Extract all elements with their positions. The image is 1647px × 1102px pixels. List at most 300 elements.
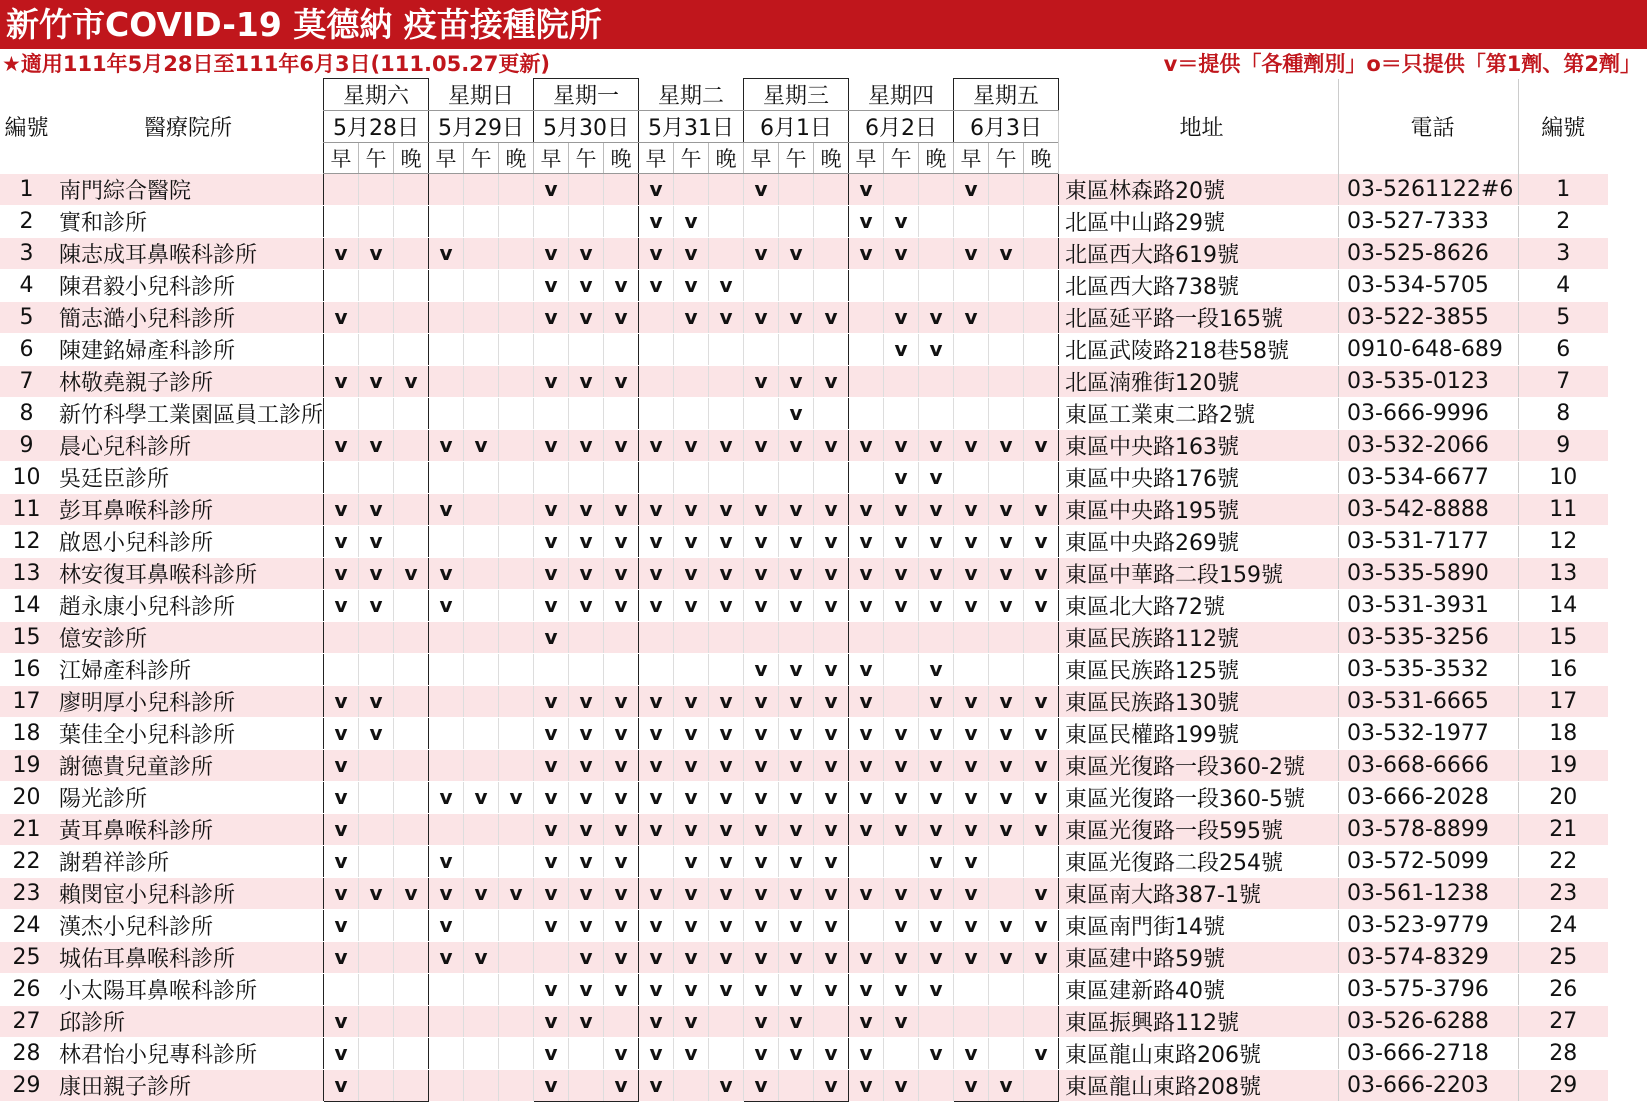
slot-mark: v xyxy=(674,909,709,941)
row-number: 19 xyxy=(0,749,53,781)
slot-mark: v xyxy=(779,877,814,909)
slot-mark: v xyxy=(884,877,919,909)
slot-mark: v xyxy=(814,525,849,557)
row-number-right: 3 xyxy=(1519,237,1608,269)
slot-mark xyxy=(639,653,674,685)
row-number: 6 xyxy=(0,333,53,365)
slot-mark xyxy=(429,301,464,333)
slot-mark xyxy=(989,333,1024,365)
slot-mark: v xyxy=(709,877,744,909)
slot-mark xyxy=(429,1069,464,1101)
slot-mark: v xyxy=(954,1037,989,1069)
clinic-phone: 03-666-9996 xyxy=(1339,397,1519,429)
clinic-name: 陳志成耳鼻喉科診所 xyxy=(53,237,324,269)
slot-mark: v xyxy=(884,525,919,557)
slot-mark: v xyxy=(674,941,709,973)
table-row xyxy=(0,877,1608,909)
slot-mark: v xyxy=(744,973,779,1005)
slot-mark: v xyxy=(814,877,849,909)
slot-mark: v xyxy=(604,493,639,525)
slot-mark xyxy=(779,174,814,206)
slot-mark: v xyxy=(639,205,674,237)
row-number: 26 xyxy=(0,973,53,1005)
clinic-phone: 03-526-6288 xyxy=(1339,1005,1519,1037)
table-row xyxy=(0,493,1608,525)
slot-mark xyxy=(639,365,674,397)
slot-mark: v xyxy=(954,174,989,206)
slot-mark: v xyxy=(359,237,394,269)
slot-mark: v xyxy=(919,589,954,621)
slot-mark: v xyxy=(814,1037,849,1069)
slot-mark: v xyxy=(604,973,639,1005)
row-number-right: 4 xyxy=(1519,269,1608,301)
slot-mark: v xyxy=(324,365,359,397)
slot-mark: v xyxy=(849,973,884,1005)
slot-mark xyxy=(464,1005,499,1037)
slot-mark xyxy=(429,333,464,365)
slot-mark: v xyxy=(919,781,954,813)
slot-mark: v xyxy=(884,333,919,365)
slot-mark: v xyxy=(919,301,954,333)
slot-mark xyxy=(394,333,429,365)
slot-mark xyxy=(359,621,394,653)
clinic-name: 實和診所 xyxy=(53,205,324,237)
slot-mark xyxy=(429,813,464,845)
slot-mark xyxy=(394,269,429,301)
slot-mark: v xyxy=(534,717,569,749)
col-header-no-right: 編號 xyxy=(1519,79,1608,174)
slot-mark: v xyxy=(674,877,709,909)
row-number-right: 21 xyxy=(1519,813,1608,845)
slot-header: 晚 xyxy=(919,143,954,174)
slot-mark: v xyxy=(919,845,954,877)
slot-mark: v xyxy=(639,1069,674,1101)
slot-mark xyxy=(639,461,674,493)
slot-mark: v xyxy=(919,461,954,493)
slot-mark xyxy=(1024,174,1059,206)
slot-mark: v xyxy=(709,717,744,749)
slot-mark: v xyxy=(954,749,989,781)
row-number: 25 xyxy=(0,941,53,973)
row-number: 8 xyxy=(0,397,53,429)
row-number-right: 22 xyxy=(1519,845,1608,877)
slot-mark: v xyxy=(709,973,744,1005)
slot-mark xyxy=(639,845,674,877)
slot-mark: v xyxy=(849,205,884,237)
slot-mark xyxy=(849,621,884,653)
slot-mark: v xyxy=(604,1037,639,1069)
slot-mark xyxy=(849,269,884,301)
day-date-header: 5月31日 xyxy=(639,111,744,143)
slot-mark: v xyxy=(849,557,884,589)
slot-mark xyxy=(429,205,464,237)
slot-mark: v xyxy=(639,429,674,461)
slot-header: 午 xyxy=(989,143,1024,174)
row-number: 23 xyxy=(0,877,53,909)
slot-mark: v xyxy=(989,717,1024,749)
slot-mark: v xyxy=(359,589,394,621)
slot-mark xyxy=(779,461,814,493)
clinic-address: 東區光復路一段360-5號 xyxy=(1059,781,1339,813)
clinic-address: 北區武陵路218巷58號 xyxy=(1059,333,1339,365)
slot-mark: v xyxy=(989,813,1024,845)
slot-mark: v xyxy=(639,1037,674,1069)
slot-mark: v xyxy=(534,525,569,557)
slot-mark: v xyxy=(814,1069,849,1101)
clinic-name: 新竹科學工業園區員工診所 xyxy=(53,397,324,429)
slot-mark: v xyxy=(709,589,744,621)
row-number-right: 2 xyxy=(1519,205,1608,237)
table-row xyxy=(0,1069,1608,1101)
clinic-phone: 03-535-0123 xyxy=(1339,365,1519,397)
slot-mark: v xyxy=(744,653,779,685)
slot-mark xyxy=(464,1037,499,1069)
row-number-right: 20 xyxy=(1519,781,1608,813)
slot-mark xyxy=(919,205,954,237)
slot-mark: v xyxy=(359,685,394,717)
slot-mark xyxy=(884,653,919,685)
row-number-right: 1 xyxy=(1519,174,1608,206)
slot-mark: v xyxy=(919,877,954,909)
clinic-address: 東區中央路195號 xyxy=(1059,493,1339,525)
slot-mark: v xyxy=(604,685,639,717)
clinic-name: 賴閔宦小兒科診所 xyxy=(53,877,324,909)
slot-mark: v xyxy=(919,813,954,845)
row-number-right: 11 xyxy=(1519,493,1608,525)
slot-mark: v xyxy=(989,749,1024,781)
clinic-address: 東區龍山東路208號 xyxy=(1059,1069,1339,1101)
slot-mark: v xyxy=(569,525,604,557)
slot-mark xyxy=(709,333,744,365)
slot-mark: v xyxy=(604,1069,639,1101)
slot-mark: v xyxy=(429,845,464,877)
slot-mark xyxy=(954,1005,989,1037)
slot-mark xyxy=(569,397,604,429)
slot-mark xyxy=(569,174,604,206)
slot-mark xyxy=(394,909,429,941)
slot-mark: v xyxy=(534,813,569,845)
slot-mark: v xyxy=(639,909,674,941)
row-number-right: 29 xyxy=(1519,1069,1608,1101)
clinic-address: 東區光復路一段595號 xyxy=(1059,813,1339,845)
slot-mark xyxy=(1024,205,1059,237)
slot-mark: v xyxy=(954,781,989,813)
slot-mark: v xyxy=(814,973,849,1005)
slot-mark: v xyxy=(814,653,849,685)
slot-mark xyxy=(849,461,884,493)
slot-header: 午 xyxy=(779,143,814,174)
slot-mark xyxy=(604,174,639,206)
slot-mark: v xyxy=(534,493,569,525)
slot-mark: v xyxy=(674,589,709,621)
slot-mark: v xyxy=(884,909,919,941)
slot-mark xyxy=(709,205,744,237)
clinic-address: 東區建中路59號 xyxy=(1059,941,1339,973)
slot-mark: v xyxy=(744,845,779,877)
slot-mark: v xyxy=(534,973,569,1005)
slot-mark: v xyxy=(674,429,709,461)
slot-mark: v xyxy=(1024,493,1059,525)
slot-mark xyxy=(604,1005,639,1037)
slot-mark: v xyxy=(604,365,639,397)
table-row xyxy=(0,365,1608,397)
row-number-right: 13 xyxy=(1519,557,1608,589)
slot-mark xyxy=(709,1037,744,1069)
slot-mark: v xyxy=(569,301,604,333)
slot-mark: v xyxy=(849,749,884,781)
row-number: 21 xyxy=(0,813,53,845)
slot-mark xyxy=(884,397,919,429)
slot-mark xyxy=(604,461,639,493)
slot-mark xyxy=(814,269,849,301)
slot-mark: v xyxy=(744,365,779,397)
slot-mark xyxy=(954,653,989,685)
slot-mark xyxy=(1024,845,1059,877)
slot-mark: v xyxy=(919,717,954,749)
slot-mark: v xyxy=(604,845,639,877)
slot-mark xyxy=(989,1037,1024,1069)
slot-mark xyxy=(359,1005,394,1037)
clinic-address: 北區西大路738號 xyxy=(1059,269,1339,301)
slot-header: 早 xyxy=(744,143,779,174)
slot-mark: v xyxy=(674,685,709,717)
slot-mark xyxy=(324,621,359,653)
slot-mark: v xyxy=(324,525,359,557)
slot-mark: v xyxy=(744,1037,779,1069)
slot-mark: v xyxy=(639,781,674,813)
slot-mark xyxy=(1024,365,1059,397)
slot-mark xyxy=(954,365,989,397)
slot-mark xyxy=(1024,1069,1059,1101)
slot-mark xyxy=(464,973,499,1005)
slot-mark: v xyxy=(324,429,359,461)
slot-mark: v xyxy=(709,429,744,461)
slot-mark xyxy=(499,813,534,845)
slot-mark xyxy=(884,1037,919,1069)
slot-mark: v xyxy=(779,749,814,781)
slot-mark xyxy=(814,333,849,365)
clinic-address: 東區林森路20號 xyxy=(1059,174,1339,206)
table-row xyxy=(0,621,1608,653)
slot-mark xyxy=(744,333,779,365)
slot-mark: v xyxy=(954,909,989,941)
slot-mark xyxy=(744,269,779,301)
row-number-right: 15 xyxy=(1519,621,1608,653)
slot-mark: v xyxy=(674,301,709,333)
slot-mark: v xyxy=(744,237,779,269)
row-number-right: 24 xyxy=(1519,909,1608,941)
slot-mark: v xyxy=(604,301,639,333)
day-date-header: 6月3日 xyxy=(954,111,1059,143)
slot-mark xyxy=(464,621,499,653)
day-weekday-header: 星期六 xyxy=(324,79,429,111)
day-weekday-header: 星期一 xyxy=(534,79,639,111)
slot-mark xyxy=(989,205,1024,237)
slot-mark: v xyxy=(849,717,884,749)
slot-mark: v xyxy=(884,813,919,845)
slot-mark: v xyxy=(709,301,744,333)
slot-mark xyxy=(359,941,394,973)
clinic-phone: 03-535-3532 xyxy=(1339,653,1519,685)
slot-mark: v xyxy=(744,557,779,589)
clinic-name: 簡志澔小兒科診所 xyxy=(53,301,324,333)
slot-mark: v xyxy=(324,237,359,269)
slot-mark xyxy=(464,365,499,397)
day-weekday-header: 星期四 xyxy=(849,79,954,111)
slot-mark: v xyxy=(709,1069,744,1101)
slot-mark xyxy=(674,621,709,653)
clinic-name: 吳廷臣診所 xyxy=(53,461,324,493)
clinic-address: 東區北大路72號 xyxy=(1059,589,1339,621)
slot-mark xyxy=(1024,333,1059,365)
clinic-address: 東區光復路二段254號 xyxy=(1059,845,1339,877)
slot-mark xyxy=(604,205,639,237)
slot-mark: v xyxy=(954,493,989,525)
slot-mark: v xyxy=(779,845,814,877)
clinic-address: 東區振興路112號 xyxy=(1059,1005,1339,1037)
slot-mark xyxy=(954,269,989,301)
clinic-name: 啟恩小兒科診所 xyxy=(53,525,324,557)
slot-mark: v xyxy=(1024,685,1059,717)
slot-mark: v xyxy=(324,813,359,845)
row-number-right: 25 xyxy=(1519,941,1608,973)
slot-mark: v xyxy=(569,237,604,269)
slot-mark: v xyxy=(674,557,709,589)
slot-mark xyxy=(499,397,534,429)
slot-mark xyxy=(989,845,1024,877)
slot-mark: v xyxy=(954,813,989,845)
row-number-right: 14 xyxy=(1519,589,1608,621)
slot-mark xyxy=(989,621,1024,653)
slot-mark xyxy=(499,525,534,557)
clinic-phone: 03-574-8329 xyxy=(1339,941,1519,973)
slot-mark: v xyxy=(814,365,849,397)
slot-mark: v xyxy=(604,429,639,461)
slot-mark: v xyxy=(954,237,989,269)
slot-mark xyxy=(779,1069,814,1101)
slot-mark: v xyxy=(849,1069,884,1101)
slot-mark xyxy=(919,621,954,653)
slot-header: 午 xyxy=(359,143,394,174)
slot-mark: v xyxy=(1024,749,1059,781)
clinic-name: 林安復耳鼻喉科診所 xyxy=(53,557,324,589)
slot-mark xyxy=(674,333,709,365)
slot-mark: v xyxy=(429,941,464,973)
clinic-address: 東區光復路一段360-2號 xyxy=(1059,749,1339,781)
clinic-phone: 03-532-1977 xyxy=(1339,717,1519,749)
table-row xyxy=(0,333,1608,365)
slot-mark xyxy=(744,461,779,493)
slot-mark: v xyxy=(779,781,814,813)
slot-mark: v xyxy=(709,493,744,525)
slot-mark: v xyxy=(744,493,779,525)
slot-mark: v xyxy=(814,557,849,589)
row-number: 5 xyxy=(0,301,53,333)
slot-mark: v xyxy=(324,589,359,621)
table-row xyxy=(0,557,1608,589)
slot-mark xyxy=(429,174,464,206)
slot-mark xyxy=(919,237,954,269)
slot-mark xyxy=(954,621,989,653)
slot-mark xyxy=(814,621,849,653)
slot-mark: v xyxy=(569,781,604,813)
slot-mark: v xyxy=(324,749,359,781)
slot-mark: v xyxy=(884,973,919,1005)
slot-mark xyxy=(359,461,394,493)
slot-mark: v xyxy=(954,685,989,717)
row-number-right: 9 xyxy=(1519,429,1608,461)
slot-mark: v xyxy=(744,525,779,557)
slot-mark: v xyxy=(639,813,674,845)
clinic-address: 北區西大路619號 xyxy=(1059,237,1339,269)
col-header-clinic: 醫療院所 xyxy=(144,115,233,141)
slot-mark xyxy=(499,461,534,493)
clinic-name: 廖明厚小兒科診所 xyxy=(53,685,324,717)
slot-mark xyxy=(814,205,849,237)
slot-mark xyxy=(499,1069,534,1101)
slot-mark xyxy=(394,685,429,717)
slot-mark xyxy=(394,781,429,813)
slot-mark xyxy=(499,685,534,717)
clinic-phone: 03-525-8626 xyxy=(1339,237,1519,269)
slot-mark xyxy=(359,397,394,429)
slot-mark: v xyxy=(744,877,779,909)
slot-mark: v xyxy=(814,717,849,749)
slot-mark: v xyxy=(884,493,919,525)
slot-mark xyxy=(989,269,1024,301)
slot-mark xyxy=(324,653,359,685)
slot-mark xyxy=(814,461,849,493)
slot-mark: v xyxy=(779,717,814,749)
slot-mark xyxy=(359,749,394,781)
table-row xyxy=(0,1037,1608,1069)
slot-mark: v xyxy=(884,941,919,973)
page-title: 新竹市COVID-19 莫德納 疫苗接種院所 xyxy=(0,0,1647,49)
slot-mark: v xyxy=(1024,781,1059,813)
slot-mark xyxy=(359,973,394,1005)
col-header-no: 編號 xyxy=(4,115,49,141)
table-row xyxy=(0,589,1608,621)
row-number: 15 xyxy=(0,621,53,653)
slot-mark: v xyxy=(919,493,954,525)
row-number: 12 xyxy=(0,525,53,557)
slot-mark xyxy=(1024,269,1059,301)
slot-mark: v xyxy=(779,813,814,845)
slot-mark: v xyxy=(534,589,569,621)
row-number: 10 xyxy=(0,461,53,493)
table-row xyxy=(0,781,1608,813)
slot-mark: v xyxy=(989,493,1024,525)
table-row xyxy=(0,941,1608,973)
clinic-phone: 03-561-1238 xyxy=(1339,877,1519,909)
row-number: 24 xyxy=(0,909,53,941)
slot-mark: v xyxy=(639,877,674,909)
slot-mark xyxy=(884,621,919,653)
slot-mark: v xyxy=(954,525,989,557)
slot-mark: v xyxy=(604,749,639,781)
slot-mark xyxy=(674,1069,709,1101)
slot-mark xyxy=(709,397,744,429)
slot-mark: v xyxy=(569,909,604,941)
clinic-phone: 03-668-6666 xyxy=(1339,749,1519,781)
slot-mark: v xyxy=(674,205,709,237)
slot-mark: v xyxy=(429,589,464,621)
clinic-name: 黃耳鼻喉科診所 xyxy=(53,813,324,845)
slot-mark: v xyxy=(919,973,954,1005)
table-row xyxy=(0,174,1608,206)
slot-mark xyxy=(849,845,884,877)
slot-mark xyxy=(359,333,394,365)
